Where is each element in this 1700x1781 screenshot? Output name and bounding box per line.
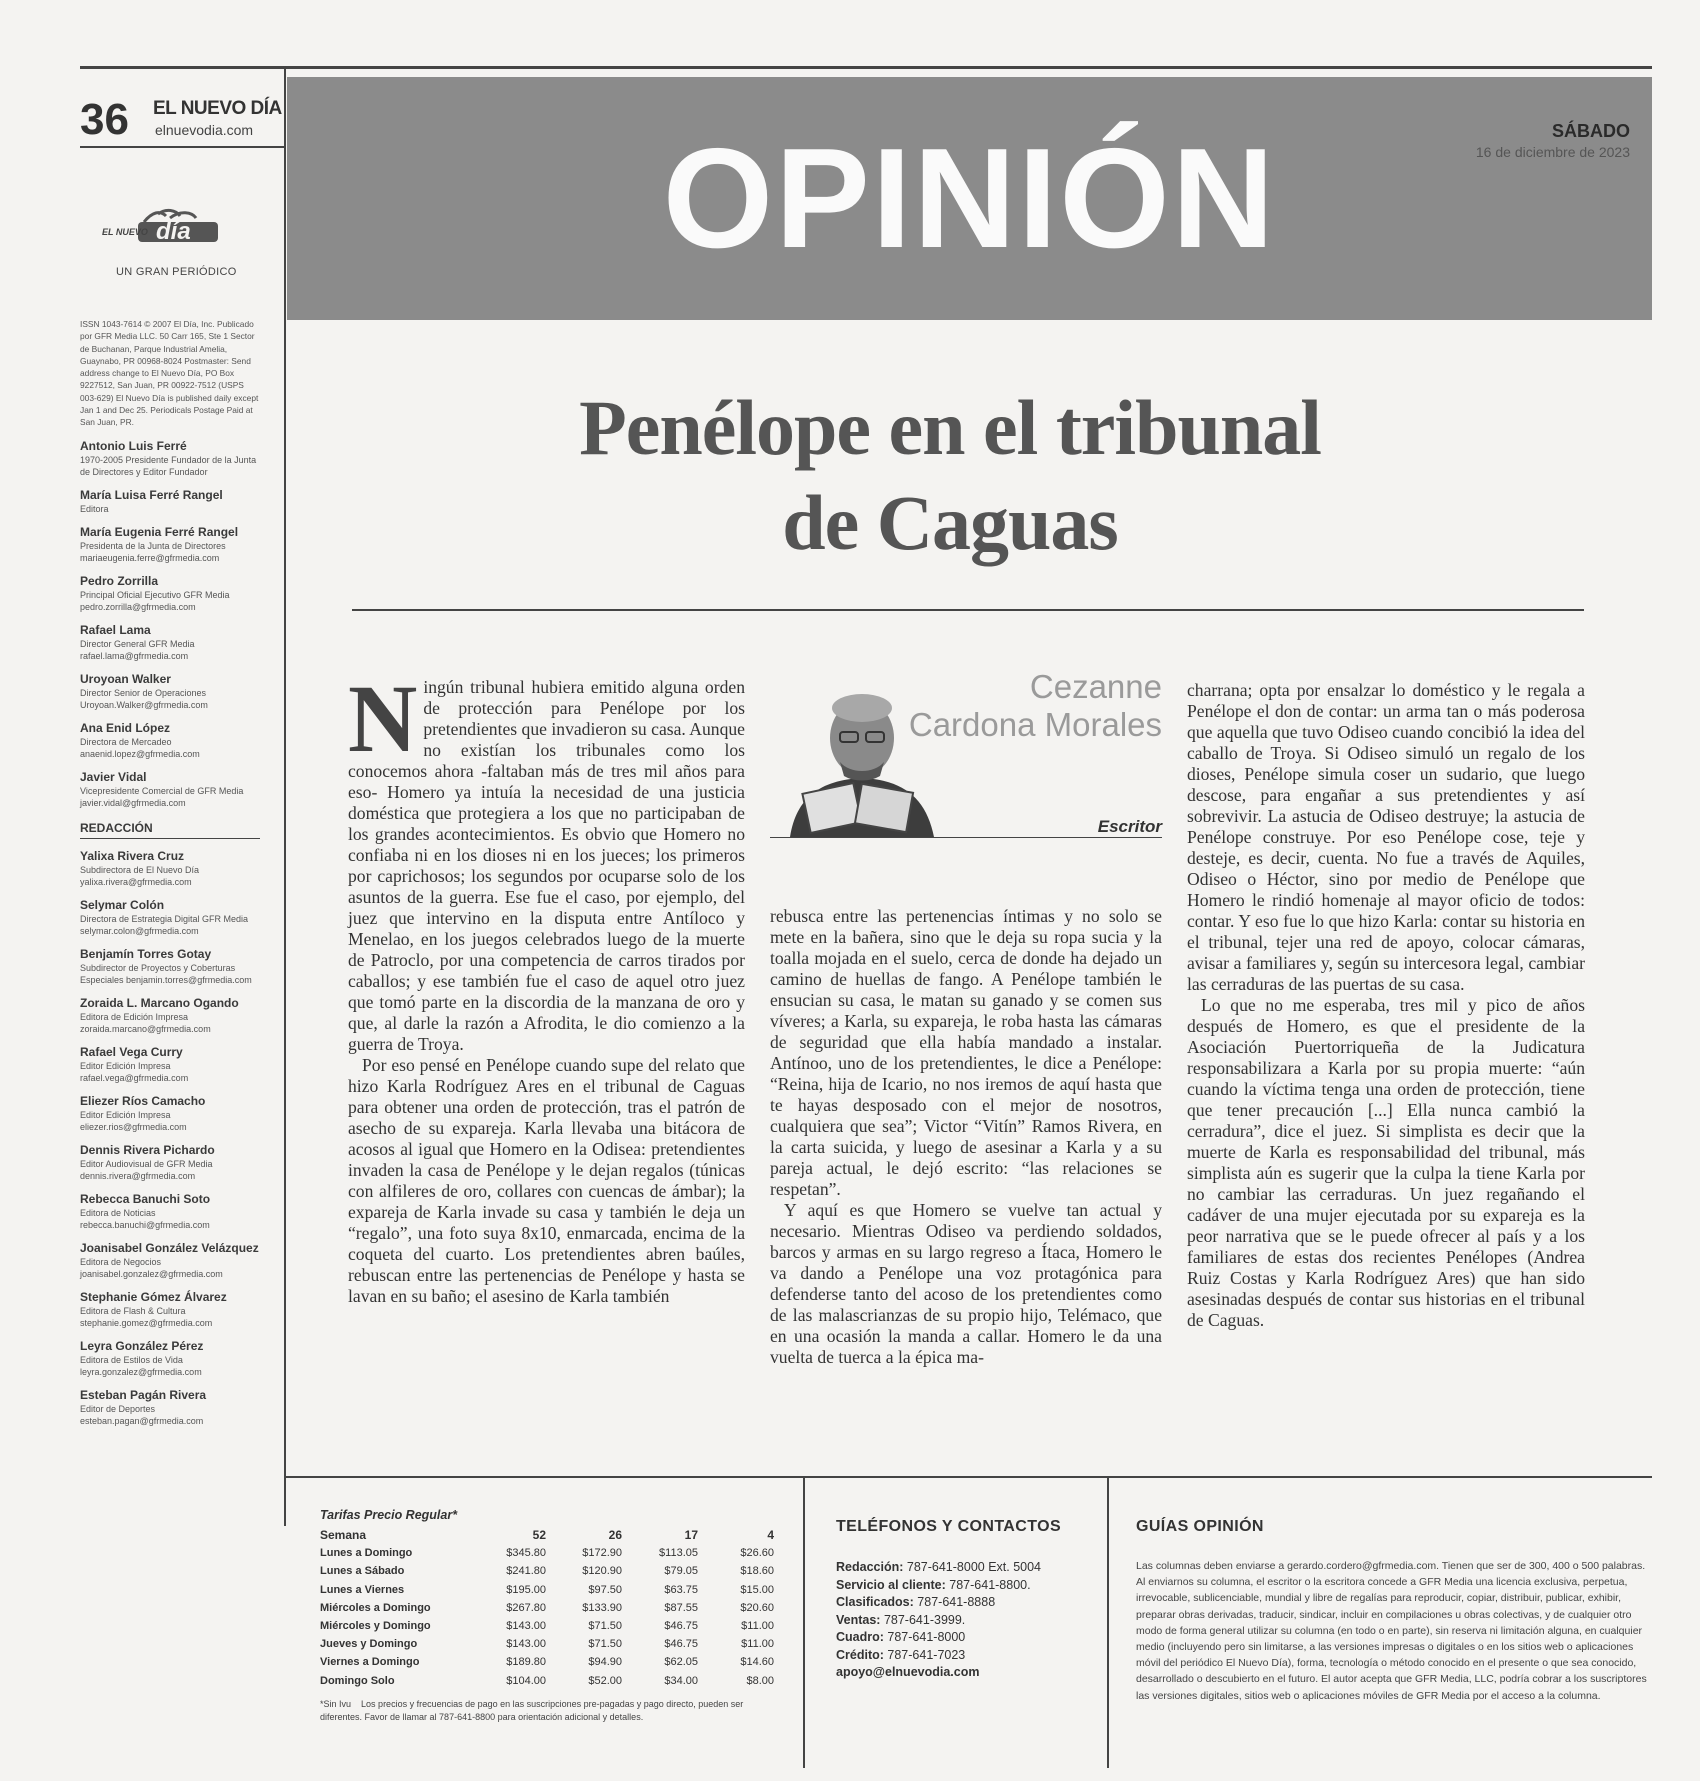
rates-body <box>318 1544 776 1690</box>
staff-name: Eliezer Ríos Camacho <box>80 1093 206 1108</box>
rates-price: $46.75 <box>664 1638 698 1651</box>
staff-name: Yalixa Rivera Cruz <box>80 848 185 863</box>
rates-row-label: Miércoles a Domingo <box>320 1601 431 1614</box>
rates-price: $189.80 <box>506 1656 546 1669</box>
rates-price: $113.05 <box>659 1547 698 1560</box>
footer-divider-1 <box>803 1478 805 1768</box>
svg-text:día: día <box>156 218 191 242</box>
newspaper-logo <box>80 150 260 280</box>
rates-row <box>318 1672 776 1690</box>
contact-value: 787-641-8800. <box>949 1577 1031 1592</box>
rates-header-cell: 4 <box>767 1528 774 1543</box>
headline-line-2: de Caguas <box>782 479 1118 566</box>
staff-name: Rafael Lama <box>80 622 151 637</box>
staff-role: Directora de Estrategia Digital GFR Media selymar.colon@gfrmedia.com <box>80 913 249 936</box>
staff-name: Pedro Zorrilla <box>80 573 159 588</box>
contact-value: 787-641-8000 <box>887 1630 966 1644</box>
rates-price: $104.00 <box>506 1674 546 1687</box>
contact-value: 787-641-8000 Ext. 5004 <box>906 1560 1042 1574</box>
staff-entry <box>80 770 260 809</box>
article-paragraph: rebusca entre las pertenencias íntimas y no solo se mete en la bañera, sino que le deja su ropa sucia y la toalla mojada en el suelo, cerca de donde ha dejado un camino de huellas de fango. A Penélope también le ensucian su casa, le matan su ganado y se comen sus víveres; a Karla, su expareja, le roba hasta las cámaras de seguridad que ella había mandado a instalar. Antínoo, uno de los pretendientes, le dice a Penélope: “Reina, hija de Icario, no nos iremos de aquí hasta que te hayas desposado con el mejor de nosotros, cualquiera que sea”; Victor “Vitín” Ramos Rivera, en la carta suicida, y luego de asesinar a Karla y a su pareja actual, le dejó escrito: “las relaciones se respetan”. <box>770 906 1162 1199</box>
rates-header-cell: 52 <box>532 1528 546 1543</box>
staff-name: Rebecca Banuchi Soto <box>80 1191 211 1206</box>
article-paragraph: Y aquí es que Homero se vuelve tan actual y necesario. Mientras Odiseo va perdiendo soldados, barcos y armas en su largo regreso a Ítaca, Homero le va dando a Penélope una voz protagónica para defenderse tanto del acoso de los pretendientes como de las malascrianzas de su propio hijo, Telémaco, que en una ocasión la manda a callar. Homero le da una vuelta de tuerca a la épica ma- <box>770 1200 1162 1367</box>
staff-name: Antonio Luis Ferré <box>80 438 187 453</box>
rates-row <box>318 1562 776 1580</box>
contacts-list <box>836 1559 1041 1682</box>
contact-value: 787-641-7023 <box>887 1647 966 1662</box>
rates-row <box>318 1581 776 1599</box>
staff-role: Director General GFR Media rafael.lama@gfrmedia.com <box>80 638 195 661</box>
rates-price: $241.80 <box>506 1565 546 1578</box>
rates-price: $34.00 <box>664 1674 698 1687</box>
contacts-title: TELÉFONOS Y CONTACTOS <box>836 1518 1062 1535</box>
rates-row-label: Jueves y Domingo <box>320 1638 418 1651</box>
rates-price: $52.00 <box>588 1674 622 1687</box>
rates-price: $8.00 <box>746 1674 774 1687</box>
staff-role: Editora de Edición Impresa zoraida.marcano@gfrmedia.com <box>80 1011 211 1034</box>
staff-entry <box>80 1241 260 1280</box>
rates-row-label: Domingo Solo <box>320 1674 395 1687</box>
newsroom-staff <box>80 849 260 1427</box>
rates-row-label: Viernes a Domingo <box>320 1656 420 1669</box>
staff-name: Rafael Vega Curry <box>80 1044 183 1059</box>
rates-row-label: Lunes a Viernes <box>320 1583 405 1596</box>
rates-note <box>320 1698 770 1724</box>
staff-entry <box>80 1143 260 1182</box>
staff-role: Presidenta de la Junta de Directores mariaeugenia.ferre@gfrmedia.com <box>80 540 226 563</box>
rates-price: $267.80 <box>506 1601 546 1614</box>
logo-tagline: UN GRAN PERIÓDICO <box>116 266 237 278</box>
article-paragraph: Lo que no me esperaba, tres mil y pico de años después de Homero, es que el presidente de la Asociación Puertorriqueña de la Judicatura responsabilizara a Karla por su propia muerte: “aún cuando la víctima tenga una orden de protección, tiene que tener precaución [...] Ella nunca cambió la cerradura”, dice el juez. Si simplista es decir que la muerte de Karla es responsabilidad del tribunal, más simplista aún es sugerir que la culpa la tiene Karla por no cambiar las cerraduras. Un juez regañando el cadáver de una mujer ejecutada por su expareja es la peor narrativa que se le puede ofrecer al país y a los familiares de estas dos recientes Penélopes (Andrea Ruiz Costas y Karla Rodríguez Ares) que han sido asesinadas después de contar sus historias en el tribunal de Caguas. <box>1187 995 1585 1330</box>
rates-price: $195.00 <box>506 1583 546 1596</box>
rates-price: $94.90 <box>588 1656 622 1669</box>
contact-line <box>836 1629 1041 1647</box>
staff-entry <box>80 1339 260 1378</box>
staff-role: Editora de Negocios joanisabel.gonzalez@gfrmedia.com <box>80 1256 223 1279</box>
rates-price: $79.05 <box>664 1565 698 1578</box>
rates-header-cell: 17 <box>684 1528 698 1543</box>
staff-name: María Luisa Ferré Rangel <box>80 487 223 502</box>
footer-top-rule <box>286 1476 1652 1478</box>
contact-value: 787-641-8888 <box>917 1595 996 1609</box>
rates-price: $143.00 <box>506 1620 546 1633</box>
rates-price: $133.90 <box>582 1601 622 1614</box>
headline-rule <box>352 609 1584 611</box>
contacts-items <box>836 1559 1041 1664</box>
staff-entry <box>80 1192 260 1231</box>
contact-line <box>836 1647 1041 1665</box>
rates-row-label: Lunes a Sábado <box>320 1565 405 1578</box>
author-role: Escritor <box>1097 817 1162 836</box>
contact-label: Cuadro: <box>836 1630 884 1644</box>
staff-name: Benjamín Torres Gotay <box>80 946 212 961</box>
staff-entry <box>80 1094 260 1133</box>
paper-name: EL NUEVO DÍA <box>153 98 282 119</box>
staff-name: Zoraida L. Marcano Ogando <box>80 995 239 1010</box>
staff-role: Editor Audiovisual de GFR Media dennis.rivera@gfrmedia.com <box>80 1158 213 1181</box>
imprint-info: ISSN 1043-7614 © 2007 El Día, Inc. Publicado por GFR Media LLC. 50 Carr 165, Ste 1 Sector de Buchanan, Parque Industrial Amelia, Guaynabo, PR 00968-8024 Postmaster: Send address change to El Nuevo Día, PO Box 9227512, San Juan, PR 00922-7512 (USPS 003-629) El Nuevo Día is published daily except Jan 1 and Dec 25. Periodicals Postage Paid at San Juan, PR. <box>80 319 259 428</box>
contact-email: apoyo@elnuevodia.com <box>836 1665 980 1679</box>
rates-price: $87.55 <box>664 1601 698 1614</box>
staff-role: Vicepresidente Comercial de GFR Media javier.vidal@gfrmedia.com <box>80 785 244 808</box>
masthead-sidebar <box>80 150 260 1427</box>
rates-row <box>318 1635 776 1653</box>
paper-site: elnuevodia.com <box>155 122 254 138</box>
staff-role: Editora de Estilos de Vida leyra.gonzalez@gfrmedia.com <box>80 1354 202 1377</box>
staff-role: 1970-2005 Presidente Fundador de la Junta de Directores y Editor Fundador <box>80 454 257 477</box>
staff-entry <box>80 1290 260 1329</box>
rates-price: $11.00 <box>741 1620 774 1633</box>
rates-price: $71.50 <box>588 1620 622 1633</box>
rates-row <box>318 1599 776 1617</box>
rates-price: $120.90 <box>582 1565 622 1578</box>
staff-name: Dennis Rivera Pichardo <box>80 1142 215 1157</box>
rates-price: $18.60 <box>740 1565 774 1578</box>
staff-role: Editor Edición Impresa eliezer.rios@gfrmedia.com <box>80 1109 187 1132</box>
staff-directory <box>80 439 260 809</box>
article-column-2 <box>770 906 1162 1368</box>
issue-date: 16 de diciembre de 2023 <box>1475 144 1630 160</box>
staff-role: Subdirectora de El Nuevo Día yalixa.rivera@gfrmedia.com <box>80 864 200 887</box>
staff-entry <box>80 1388 260 1427</box>
rates-price: $71.50 <box>588 1638 622 1651</box>
staff-entry <box>80 439 260 478</box>
rates-title: Tarifas Precio Regular* <box>320 1508 458 1522</box>
staff-entry <box>80 849 260 888</box>
sidebar-divider <box>284 66 286 1526</box>
rates-price: $62.05 <box>664 1656 698 1669</box>
staff-entry <box>80 721 260 760</box>
svg-text:EL NUEVO: EL NUEVO <box>102 227 148 237</box>
contact-line <box>836 1594 1041 1612</box>
rates-price: $14.60 <box>740 1656 774 1669</box>
staff-entry <box>80 898 260 937</box>
header-underline <box>80 146 284 148</box>
rates-header-cell: Semana <box>320 1528 367 1543</box>
staff-name: Javier Vidal <box>80 769 147 784</box>
author-box <box>770 668 1162 837</box>
rates-header-row <box>318 1526 776 1544</box>
rates-header-cell: 26 <box>608 1528 622 1543</box>
rates-price: $11.00 <box>741 1638 774 1651</box>
rates-price: $46.75 <box>664 1620 698 1633</box>
guides-text: Las columnas deben enviarse a gerardo.cordero@gfrmedia.com. Tienen que ser de 300, 400 o 500 palabras. Al enviarnos su columna, el escritor o la escritora concede a GFR Media una licencia exclusiva, perpetua, irrevocable, sublicenciable, mundial y libre de regalías para reproducir, copiar, distribuir, publicar, exhibir, preparar obras derivadas, traducir, sindicar, incluir en compilaciones u obras colectivas, y de cualquier otro modo de forma general utilizar su columna (en todo o en parte), sin reserva ni limitación alguna, en cualquier medio (incluyendo pero sin limitarse, a las versiones impresas o digitales o en los sitios web o aplicaciones móvil del periódico El Nuevo Día), forma, tecnología o método conocido en el presente o que sea conocido, desarrollado o descubierto en el futuro. El autor acepta que GFR Media, LLC, podría cobrar a los suscriptores las versiones digitales, sitios web o aplicaciones móviles de GFR Media por el acceso a la columna. <box>1136 1560 1647 1702</box>
section-title: OPINIÓN <box>662 119 1277 278</box>
article-paragraph: Por eso pensé en Penélope cuando supe del relato que hizo Karla Rodríguez Ares en el tribunal de Caguas para obtener una orden de protección, tras el patrón de asecho de su expareja. Karla llevaba una bitácora de acosos al igual que Homero en la Odisea: pretendientes invaden la casa de Penélope y le dejan regalos (túnicas con alfileres de oro, collares con cuencas de ámbar); la expareja de Karla invade su casa y también le deja un “regalo”, una foto suya 8x10, enmarcada, encima de la coqueta del cuarto. Los pretendientes abren baúles, rebuscan entre las pertenencias de Penélope y hasta se lavan en su baño; el asesino de Karla también <box>348 1055 745 1306</box>
staff-role: Editora de Flash & Cultura stephanie.gomez@gfrmedia.com <box>80 1305 213 1328</box>
rates-row <box>318 1653 776 1671</box>
contact-label: Crédito: <box>836 1647 884 1662</box>
staff-name: Joanisabel González Velázquez <box>80 1240 259 1255</box>
guides-title: GUÍAS OPINIÓN <box>1136 1518 1264 1535</box>
staff-entry <box>80 623 260 662</box>
staff-role: Subdirector de Proyectos y Coberturas Especiales benjamin.torres@gfrmedia.com <box>80 962 252 985</box>
staff-role: Editor Edición Impresa rafael.vega@gfrmedia.com <box>80 1060 189 1083</box>
staff-name: María Eugenia Ferré Rangel <box>80 524 239 539</box>
rates-price: $172.90 <box>582 1547 622 1560</box>
article-column-3 <box>1187 680 1585 1331</box>
staff-role: Editora de Noticias rebecca.banuchi@gfrmedia.com <box>80 1207 210 1230</box>
staff-name: Stephanie Gómez Álvarez <box>80 1289 227 1304</box>
article-paragraph: charrana; opta por ensalzar lo doméstico y le regala a Penélope el don de contar: un arma tan o más poderosa que aquella que tuvo Odiseo cuando concibió la idea del caballo de Troya. Si Odiseo simuló un regalo de los dioses, Penélope simula coser un sudario, que luego descose, para engañar a sus pretendientes y así sobrevivir. La astucia de Odiseo destruye; la astucia de Penélope construye. Por eso Penélope cose, teje y desteje, es decir, cuenta. No fue a través de Aquiles, Odiseo o Héctor, sino por medio de Penélope que Homero le rindió homenaje al mayor oficio de todos: contar. Y eso fue lo que hizo Karla: contar su historia en el tribunal, tejer una red de apoyo, colocar cámaras, avisar a familiares y, según su intercesora legal, cambiar las cerraduras de las puertas de su casa. <box>1187 680 1585 994</box>
staff-entry <box>80 1045 260 1084</box>
staff-name: Uroyoan Walker <box>80 671 171 686</box>
contact-line <box>836 1559 1041 1577</box>
headline-line-1: Penélope en el tribunal <box>579 384 1321 471</box>
article-paragraph: ingún tribunal hubiera emitido alguna orden de protección para Penélope por los pretendientes que invadieron su casa. Aunque no existían los tribunales como los conocemos ahora -faltaban más de tres mil años para eso- Homero ya intuía la necesidad de una justicia doméstica que protegiera a los que no participaban de los grandes acontecimientos. Es obvio que Homero no confiaba ni en los dioses ni en los jueces; los primeros por caprichosos; los segundos por ocuparse solo de los asuntos de la guerra. Ese fue el caso, por ejemplo, del juez que intervino en la disputa entre Antíloco y Menelao, en los juegos celebrados luego de la muerte de Patroclo, por una competencia de carros tirados por caballos; y ese también fue el caso de aquel otro juez que tomó parte en la discordia de la manzana de oro y que, al darle la razón a Afrodita, le dio comienzo a la guerra de Troya. <box>348 677 745 1054</box>
staff-role: Editor de Deportes esteban.pagan@gfrmedia.com <box>80 1403 204 1426</box>
contact-value: 787-641-3999. <box>883 1612 966 1627</box>
staff-role: Directora de Mercadeo anaenid.lopez@gfrmedia.com <box>80 736 200 759</box>
rates-note-mark: *Sin Ivu <box>320 1699 352 1709</box>
rates-price: $143.00 <box>506 1638 546 1651</box>
staff-name: Esteban Pagán Rivera <box>80 1387 207 1402</box>
rates-price: $15.00 <box>740 1583 774 1596</box>
article-column-1 <box>348 665 745 1307</box>
staff-entry <box>80 672 260 711</box>
contact-label: Clasificados: <box>836 1595 914 1609</box>
rates-price: $26.60 <box>740 1547 774 1560</box>
footer-divider-2 <box>1107 1478 1109 1768</box>
staff-entry <box>80 574 260 613</box>
page-number: 36 <box>80 95 129 144</box>
staff-role: Principal Oficial Ejecutivo GFR Media pedro.zorrilla@gfrmedia.com <box>80 589 230 612</box>
staff-entry <box>80 947 260 986</box>
rates-row <box>318 1617 776 1635</box>
rates-row-label: Lunes a Domingo <box>320 1547 413 1560</box>
rates-row-label: Miércoles y Domingo <box>320 1620 431 1633</box>
article-headline <box>300 380 1600 570</box>
contact-label: Redacción: <box>836 1560 904 1574</box>
staff-name: Leyra González Pérez <box>80 1338 204 1353</box>
contact-label: Ventas: <box>836 1612 881 1627</box>
contact-line <box>836 1612 1041 1630</box>
staff-name: Selymar Colón <box>80 897 165 912</box>
drop-cap: N <box>348 665 418 772</box>
subscription-rates-table <box>318 1526 776 1690</box>
staff-entry <box>80 525 260 564</box>
rates-price: $345.80 <box>506 1547 546 1560</box>
logo-wordmark <box>100 208 222 242</box>
author-name: Cezanne Cardona Morales <box>908 668 1162 743</box>
staff-name: Ana Enid López <box>80 720 170 735</box>
section-banner <box>287 77 1652 320</box>
author-underline <box>770 837 1162 838</box>
redaccion-heading: REDACCIÓN <box>80 821 260 839</box>
issue-day: SÁBADO <box>1551 121 1630 141</box>
top-rule <box>80 66 1652 69</box>
contact-label: Servicio al cliente: <box>836 1577 946 1592</box>
rates-note-text: Los precios y frecuencias de pago en las suscripciones pre-pagadas y pago directo, pueden ser diferentes. Favor de llamar al 787-641-8800 para orientación adicional y detalles. <box>320 1699 744 1722</box>
contact-line <box>836 1577 1041 1595</box>
staff-role: Editora <box>80 503 109 514</box>
staff-role: Director Senior de Operaciones Uroyoan.Walker@gfrmedia.com <box>80 687 208 710</box>
rates-price: $20.60 <box>740 1601 774 1614</box>
staff-entry <box>80 488 260 515</box>
rates-row <box>318 1544 776 1562</box>
rates-price: $63.75 <box>664 1583 698 1596</box>
rates-price: $97.50 <box>588 1583 622 1596</box>
staff-entry <box>80 996 260 1035</box>
